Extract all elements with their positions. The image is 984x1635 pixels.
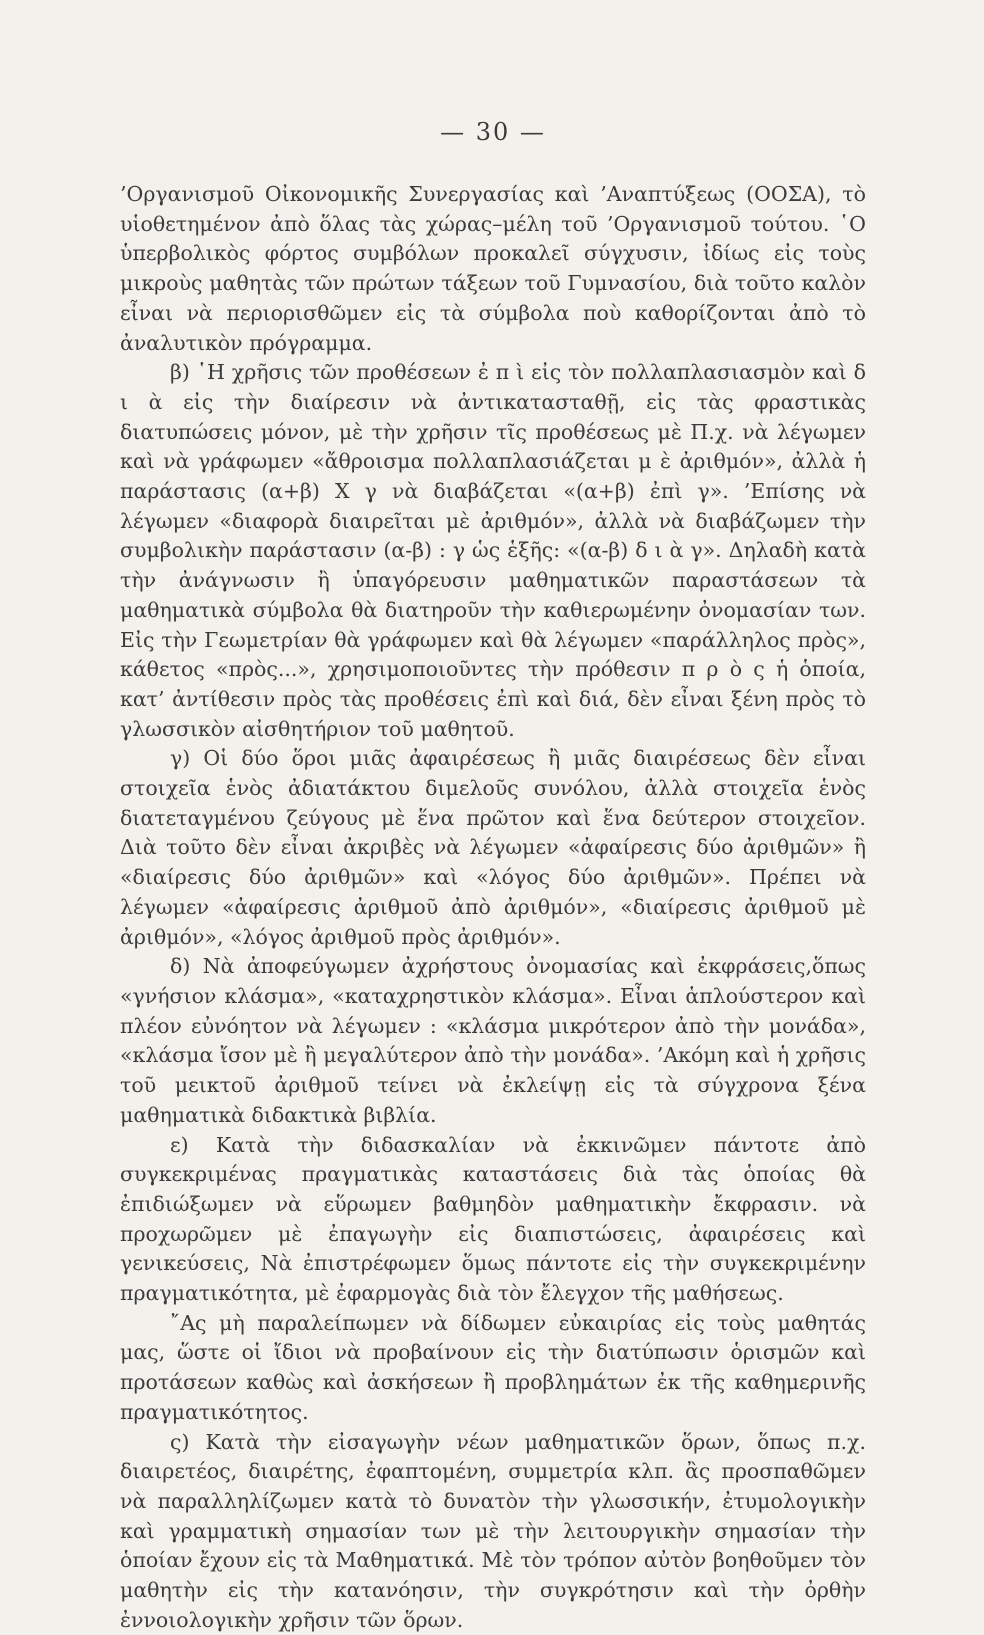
paragraph-gamma: γ) Οἱ δύο ὅροι μιᾶς ἀφαιρέσεως ἢ μιᾶς διαιρέσεως δὲν εἶναι στοιχεῖα ἑνὸς ἀδιατάκτου διμελοῦς συνόλου, ἀλλὰ στοιχεῖα ἑνὸς διατεταγμένου ζεύγους μὲ ἕνα πρῶτον καὶ ἕνα δεύτερον στοιχεῖον. Διὰ τοῦτο δὲν εἶναι ἀκριβὲς νὰ λέγωμεν «ἀφαίρεσις δύο ἀριθμῶν» ἢ «διαίρεσις δύο ἀριθμῶν» καὶ «λόγος δύο ἀριθμῶν». Πρέπει νὰ λέγωμεν «ἀφαίρεσις ἀριθμοῦ ἀπὸ ἀριθμόν», «διαίρεσις ἀριθμοῦ μὲ ἀριθμόν», «λόγος ἀριθμοῦ πρὸς ἀριθμόν». (120, 746, 866, 949)
paragraph-epsilon-note: ῎Ας μὴ παραλείπωμεν νὰ δίδωμεν εὐκαιρίας εἰς τοὺς μαθητάς μας, ὥστε οἱ ἴδιοι νὰ προβαίνουν εἰς τὴν διατύπωσιν ὁρισμῶν καὶ προτάσεων καθὼς καὶ ἀσκήσεων ἢ προβλημάτων ἐκ τῆς καθημερινῆς πραγματικότητος. (120, 1310, 866, 1424)
body-text (120, 180, 866, 1635)
paragraph-delta: δ) Νὰ ἀποφεύγωμεν ἀχρήστους ὀνομασίας καὶ ἐκφράσεις,ὅπως «γνήσιον κλάσμα», «καταχρηστικὸν κλάσμα». Εἶναι ἁπλούστερον καὶ πλέον εὐνόητον νὰ λέγωμεν : «κλάσμα μικρότερον ἀπὸ τὴν μονάδα», «κλάσμα ἴσον μὲ ἢ μεγαλύτερον ἀπὸ τὴν μονάδα». ’Ακόμη καὶ ἡ χρῆσις τοῦ μεικτοῦ ἀριθμοῦ τείνει νὰ ἐκλείψῃ εἰς τὰ σύγχρονα ξένα μαθηματικὰ διδακτικὰ βιβλία. (120, 954, 866, 1127)
page-number: — 30 — (440, 118, 546, 146)
paragraph-beta: β) ῾Η χρῆσις τῶν προθέσεων ἐ π ὶ εἰς τὸν πολλαπλασιασμὸν καὶ δ ι ὰ εἰς τὴν διαίρεσιν νὰ ἀντικατασταθῇ, εἰς τὰς φραστικὰς διατυπώσεις μόνον, μὲ τὴν χρῆσιν τῖς προθέσεως μὲ Π.χ. νὰ λέγωμεν καὶ νὰ γράφωμεν «ἄθροισμα πολλαπλασιάζεται μ ὲ ἀριθμόν», ἀλλὰ ἡ παράστασις (α+β) X γ νὰ διαβάζεται «(α+β) ἐπὶ γ». ’Επίσης νὰ λέγωμεν «διαφορὰ διαιρεῖται μὲ ἀριθμόν», ἀλλὰ νὰ διαβάζωμεν τὴν συμβολικὴν παράστασιν (α-β) : γ ὡς ἑξῆς: «(α-β) δ ι ὰ γ». Δηλαδὴ κατὰ τὴν ἀνάγνωσιν ἢ ὑπαγόρευσιν μαθηματικῶν παραστάσεων τὰ μαθηματικὰ σύμβολα θὰ διατηροῦν τὴν καθιερωμένην ὀνομασίαν των. Εἰς τὴν Γεωμετρίαν θὰ γράφωμεν καὶ θὰ λέγωμεν «παράλληλος πρὸς», κάθετος «πρὸς...», χρησιμοποιοῦντες τὴν πρόθεσιν π ρ ὸ ς ἡ ὁποία, κατ’ ἀντίθεσιν πρὸς τὰς προθέσεις ἐπὶ καὶ διά, δὲν εἶναι ξένη πρὸς τὸ γλωσσικὸν αἰσθητήριον τοῦ μαθητοῦ. (120, 360, 866, 741)
paragraph-continuation: ’Οργανισμοῦ Οἰκονομικῆς Συνεργασίας καὶ ’Αναπτύξεως (ΟΟΣΑ), τὸ υἱοθετημένον ἀπὸ ὅλας τὰς χώρας–μέλη τοῦ ’Οργανισμοῦ τούτου. ῾Ο ὑπερβολικὸς φόρτος συμβόλων προκαλεῖ σύγχυσιν, ἰδίως εἰς τοὺς μικροὺς μαθητὰς τῶν πρώτων τάξεων τοῦ Γυμνασίου, διὰ τοῦτο καλὸν εἶναι νὰ περιορισθῶμεν εἰς τὰ σύμβολα ποὺ καθορίζονται ἀπὸ τὸ ἀναλυτικὸν πρόγραμμα. (120, 182, 866, 355)
paragraph-epsilon: ε) Κατὰ τὴν διδασκαλίαν νὰ ἐκκινῶμεν πάντοτε ἀπὸ συγκεκριμένας πραγματικὰς καταστάσεις διὰ τὰς ὁποίας θὰ ἐπιδιώξωμεν νὰ εὕρωμεν βαθμηδὸν μαθηματικὴν ἔκφρασιν. νὰ προχωρῶμεν μὲ ἐπαγωγὴν εἰς διαπιστώσεις, ἀφαιρέσεις καὶ γενικεύσεις, Νὰ ἐπιστρέφωμεν ὅμως πάντοτε εἰς τὴν συγκεκριμένην πραγματικότητα, μὲ ἐφαρμογὰς διὰ τὸν ἔλεγχον τῆς μαθήσεως. (120, 1132, 866, 1306)
paragraph-stigma: ς) Κατὰ τὴν εἰσαγωγὴν νέων μαθηματικῶν ὅρων, ὅπως π.χ. διαιρετέος, διαιρέτης, ἐφαπτομένη, συμμετρία κλπ. ἂς προσπαθῶμεν νὰ παραλληλίζωμεν κατὰ τὸ δυνατὸν τὴν γλωσσικήν, ἐτυμολογικὴν καὶ γραμματικὴ σημασίαν των μὲ τὴν λειτουργικὴν σημασίαν τὴν ὁποίαν ἔχουν εἰς τὰ Μαθηματικά. Μὲ τὸν τρόπον αὐτὸν βοηθοῦμεν τὸν μαθητὴν εἰς τὴν κατανόησιν, τὴν συγκρότησιν καὶ τὴν ὀρθὴν ἐννοιολογικὴν χρῆσιν τῶν ὅρων. (120, 1429, 866, 1632)
